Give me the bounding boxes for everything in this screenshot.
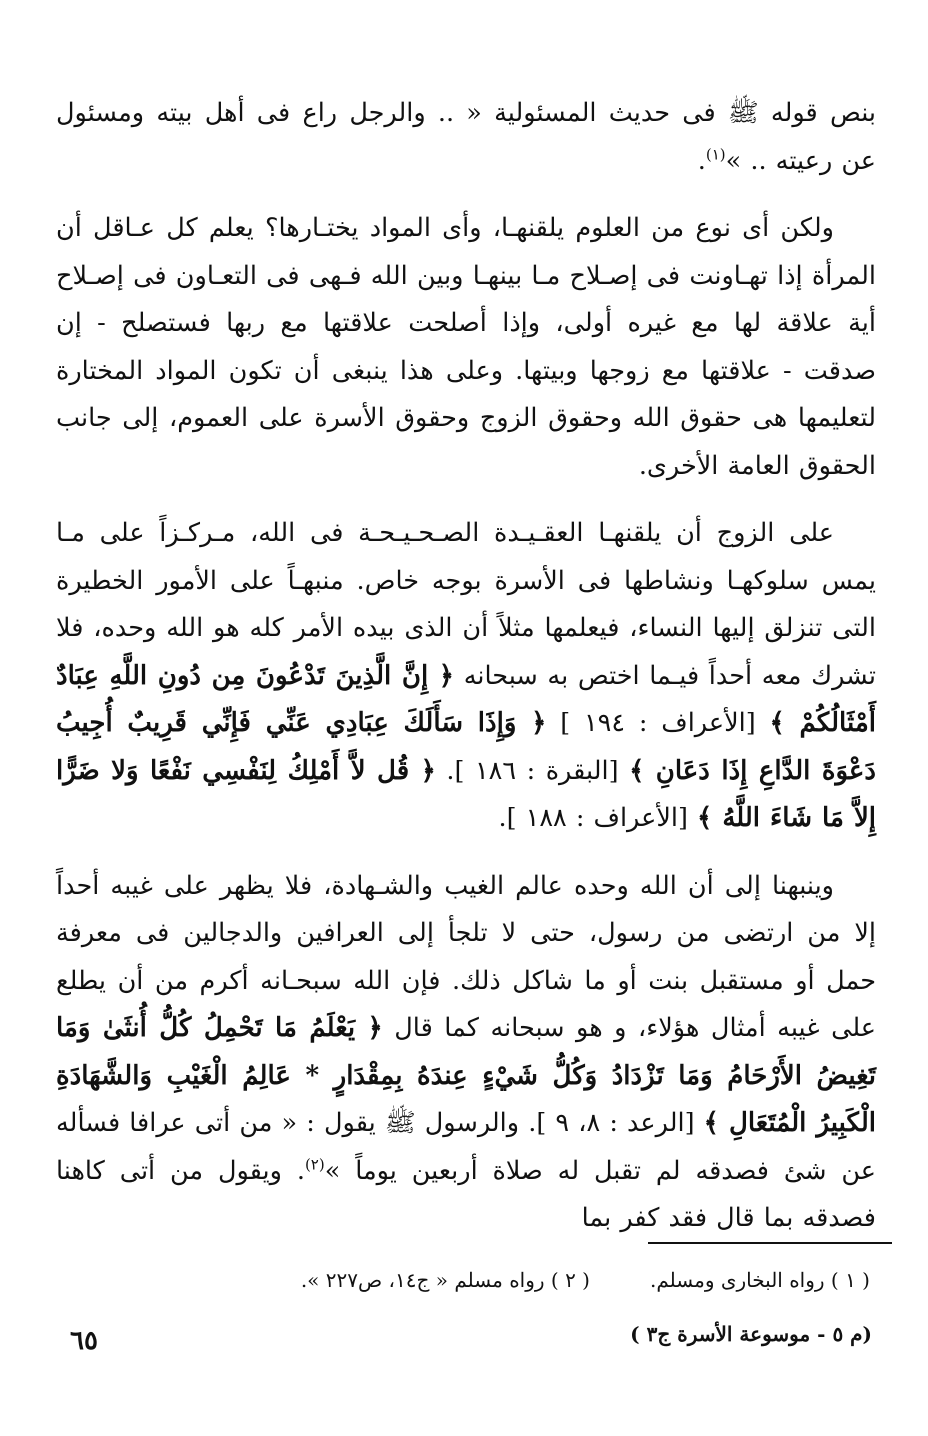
paragraph-text: وينبهنا إلى أن الله وحده عالم الغيب والشـهادة، فلا يظهر على غيبه أحداً إلا من ارتضى من رسول، حتى لا تلجأ إلى العرافين والدجالين فى معرفة حمل أو مستقبل بنت أو ما شاكل ذلك. فإن الله سبحـانه أكرم من أن يطلع على غيبه أمثال هؤلاء، و هو سبحانه كما قال [56, 870, 876, 1043]
footnote-2: ( ٢ ) رواه مسلم « ج١٤، ص٢٢٧ ». [300, 1268, 590, 1292]
quran-verse: ﴿ إِنَّ الَّذِينَ تَدْعُونَ مِن دُونِ اللَّهِ عِبَادٌ أَمْثَالُكُمْ ﴾ [56, 660, 876, 738]
paragraph-text: . ويقول من أتى كاهنا فصدقه بما قال فقد كفر بما [56, 1155, 876, 1233]
paragraph-text: على الزوج أن يلقنهـا العقـيـدة الصـحـيـحـة فى الله، مـركـزاً على مـا يمس سلوكهـا ونشاطها فى الأسرة بوجه خاص. منبهـاً على الأمور الخطيرة التى تنزلق إليها النساء، فيعلمها مثلاً أن الذى بيده الأمر كله هو الله وحده، فلا تشرك معه أحداً فيـما اختص به سبحانه [56, 518, 876, 691]
quran-verse: ﴿ يَعْلَمُ مَا تَحْمِلُ كُلُّ أُنثَىٰ وَمَا تَغِيضُ الأَرْحَامُ وَمَا تَزْدَادُ وَكُلُّ شَيْءٍ عِندَهُ بِمِقْدَارٍ * عَالِمُ الْغَيْبِ وَالشَّهَادَةِ الْكَبِيرُ الْمُتَعَالِ ﴾ [56, 1013, 876, 1138]
paragraph-text: ولكن أى نوع من العلوم يلقنهـا، وأى المواد يختـارها؟ يعلم كل عـاقل أن المرأة إذا تهـاونت فى إصـلاح مـا بينهـا وبين الله فـهى فى التعـاون فى إصـلاح أية علاقة لها مع غيره أولى، وإذا أصلحت علاقتها مع ربها فستصلح - إن صدقت - علاقتها مع زوجها وبيتها. وعلى هذا ينبغى أن تكون المواد المختارة لتعليمها هى حقوق الله وحقوق الزوج وحقوق الأسرة على العموم، إلى جانب الحقوق العامة الأخرى. [56, 213, 876, 481]
paragraph-text: [الرعد : ٨، ٩ ]. والرسول ﷺ يقول : « من أتى عرافا فسأله عن شئ فصدقه لم تقبل له صلاة أربعين يوماً » [56, 1108, 876, 1186]
quran-verse: ﴿ وَإِذَا سَأَلَكَ عِبَادِي عَنِّي فَإِنِّي قَرِيبٌ أُجِيبُ دَعْوَةَ الدَّاعِ إِذَا دَعَانِ ﴾ [56, 708, 876, 786]
paragraph-1 [56, 90, 876, 185]
paragraph-3 [56, 510, 876, 843]
paragraph-text: . [697, 145, 706, 176]
paragraph-text: [البقرة : ١٨٦ ]. [435, 755, 630, 786]
paragraph-4 [56, 863, 876, 1243]
page-body [56, 90, 876, 1263]
page-number: ٦٥ [70, 1326, 98, 1356]
quran-verse: ﴿ قُل لاَّ أَمْلِكُ لِنَفْسِي نَفْعًا وَلا ضَرًّا إِلاَّ مَا شَاءَ اللَّهُ ﴾ [56, 755, 876, 833]
paragraph-text: [الأعراف : ١٨٨ ]. [498, 803, 698, 833]
footnote-ref: (٢) [304, 1155, 325, 1173]
footnote-divider [648, 1242, 892, 1244]
paragraph-2 [56, 205, 876, 490]
paragraph-text: بنص قوله ﷺ فى حديث المسئولية « .. والرجل راع فى أهل بيته ومسئول عن رعيته .. » [56, 98, 876, 176]
series-mark: (م ٥ - موسوعة الأسرة ج٣ ) [630, 1322, 872, 1346]
footnotes [230, 1268, 870, 1292]
paragraph-text: [الأعراف : ١٩٤ ] [546, 708, 770, 738]
footnote-ref: (١) [705, 145, 726, 163]
footnote-1: ( ١ ) رواه البخارى ومسلم. [649, 1268, 870, 1292]
